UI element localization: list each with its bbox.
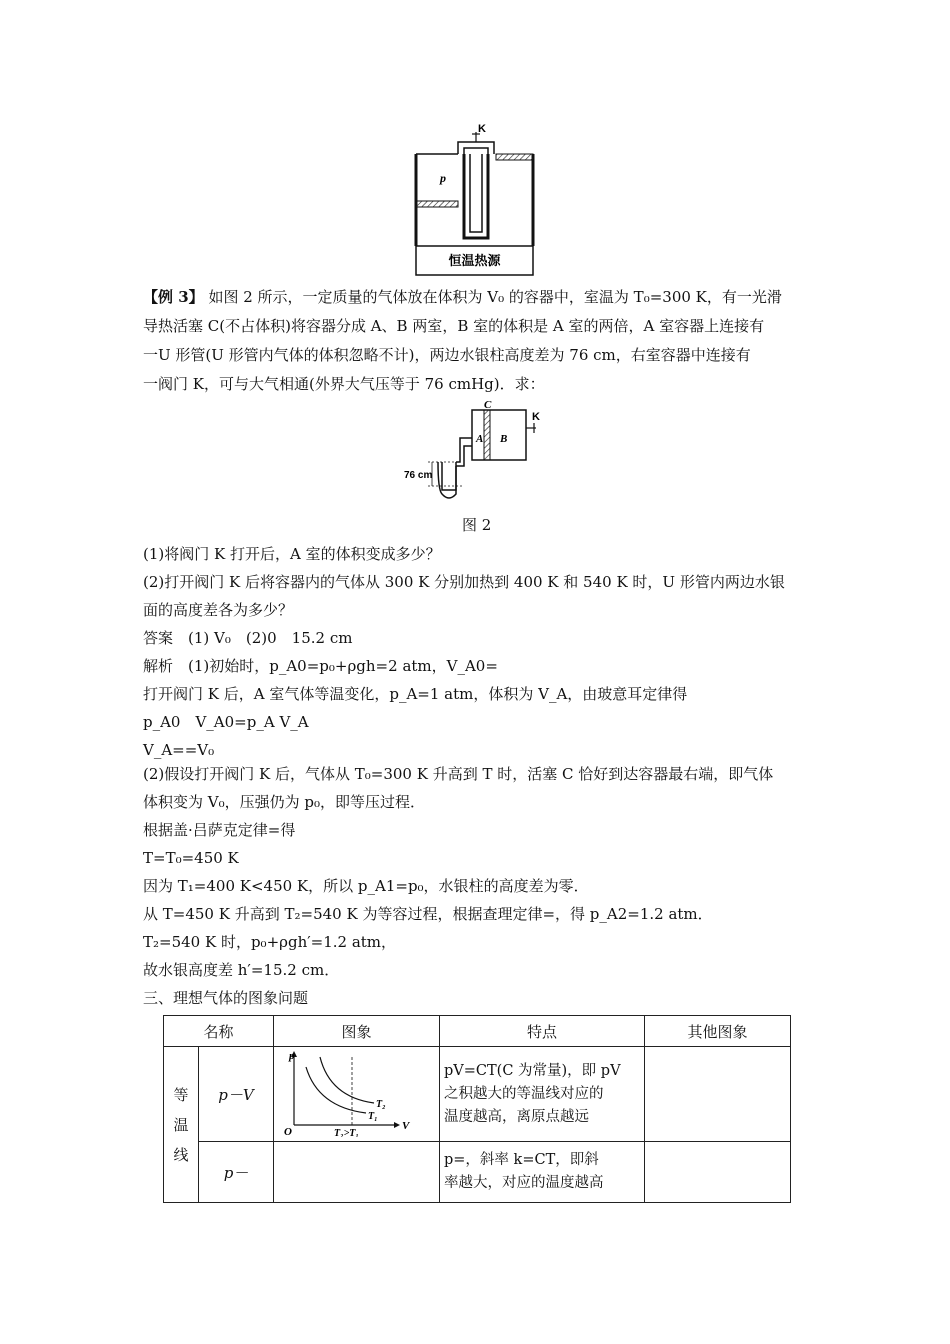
question-2-line-2: 面的高度差各为多少？ [143,601,294,619]
table-header-row [164,1016,791,1047]
svg-text:T₂: T₂ [376,1099,386,1110]
valve-k-label: K [478,123,486,135]
solution-line-1: 解析 (1)初始时，p_A0=p₀+ρgh=2 atm，V_A0= [143,657,498,675]
pv-graph-cell [274,1047,440,1142]
solution-line-4: V_A==V₀ [143,741,215,759]
solution-line-12: 故水银高度差 h′=15.2 cm． [143,961,340,979]
figure-2-caption: 图 2 [462,516,492,534]
section-title: 三、理想气体的图象问题 [143,989,309,1007]
example-line-2: 导热活塞 C(不占体积)将容器分成 A、B 两室，B 室的体积是 A 室的两倍，A 室容器上连接有 [143,317,765,335]
chamber-b-label: B [500,433,508,445]
height-76cm-label: 76 cm [404,470,433,481]
svg-text:T₁: T₁ [368,1111,378,1122]
feature-pv: pV=CT(C 为常量)，即 pV 之积越大的等温线对应的 温度越高，离原点越远 [440,1047,645,1142]
pressure-p-label: p [440,171,446,185]
chamber-a-label: A [476,433,484,445]
table-row [164,1142,791,1203]
answer-line: 答案 (1) V₀ (2)0 15.2 cm [143,629,353,647]
solution-line-2: 打开阀门 K 后，A 室气体等温变化，p_A=1 atm，体积为 V_A，由玻意耳定律得 [143,685,688,703]
solution-line-11: T₂=540 K 时，p₀+ρgh′=1.2 atm， [143,933,397,951]
header-feature: 特点 [440,1016,645,1047]
pv-isotherm-graph [274,1047,439,1137]
solution-line-7: 根据盖·吕萨克定律=得 [143,821,296,839]
example-line-4: 一阀门 K，可与大气相通(外界大气压等于 76 cmHg)．求： [143,375,545,393]
svg-text:O: O [284,1126,292,1137]
svg-text:V: V [402,1120,410,1132]
header-name: 名称 [164,1016,274,1047]
feature-p-inv-v: p=，斜率 k=CT，即斜 率越大，对应的温度越高 [440,1142,645,1203]
table-row [164,1047,791,1142]
solution-line-8: T=T₀=450 K [143,849,239,867]
row-name-pv: p－V [199,1047,274,1142]
solution-line-10: 从 T=450 K 升高到 T₂=540 K 为等容过程，根据查理定律=，得 p_A2=1.2 atm． [143,905,713,923]
example-tag: 【例 3】 [143,288,204,306]
valve-k-label-2: K [532,411,540,423]
row-name-p-inv-v: p－ [199,1142,274,1203]
heat-source-label: 恒温热源 [448,254,501,269]
solution-line-9: 因为 T₁=400 K<450 K，所以 p_A1=p₀，水银柱的高度差为零． [143,877,589,895]
example-line-3: 一U 形管(U 形管内气体的体积忽略不计)，两边水银柱高度差为 76 cm，右室容器中连接有 [143,346,751,364]
solution-line-6: 体积变为 V₀，压强仍为 p₀，即等压过程． [143,793,425,811]
example-line-1: 【例 3】 如图 2 所示，一定质量的气体放在体积为 V₀ 的容器中，室温为 T₀=300 K，有一光滑 [143,288,782,306]
piston-c-label: C [484,399,492,411]
container-heat-source-figure [412,120,537,278]
question-1: (1)将阀门 K 打开后，A 室的体积变成多少？ [143,545,441,563]
isotherm-group-label: 等 温 线 [164,1047,199,1203]
other-graph-pv [645,1047,791,1142]
gas-graph-table [163,1015,791,1203]
u-tube-container-figure [404,398,549,506]
header-other: 其他图象 [645,1016,791,1047]
question-2-line-1: (2)打开阀门 K 后将容器内的气体从 300 K 分别加热到 400 K 和 540 K 时，U 形管内两边水银 [143,573,785,591]
other-graph-p-inv-v [645,1142,791,1203]
svg-text:T₂>T₁: T₂>T₁ [334,1128,359,1137]
solution-line-5: (2)假设打开阀门 K 后，气体从 T₀=300 K 升高到 T 时，活塞 C 恰好到达容器最右端，即气体 [143,765,774,783]
p-inv-v-graph-cell [274,1142,440,1203]
header-graph: 图象 [274,1016,440,1047]
solution-line-3: p_A0 V_A0=p_A V_A [143,713,309,731]
svg-text:p: p [289,1050,295,1062]
